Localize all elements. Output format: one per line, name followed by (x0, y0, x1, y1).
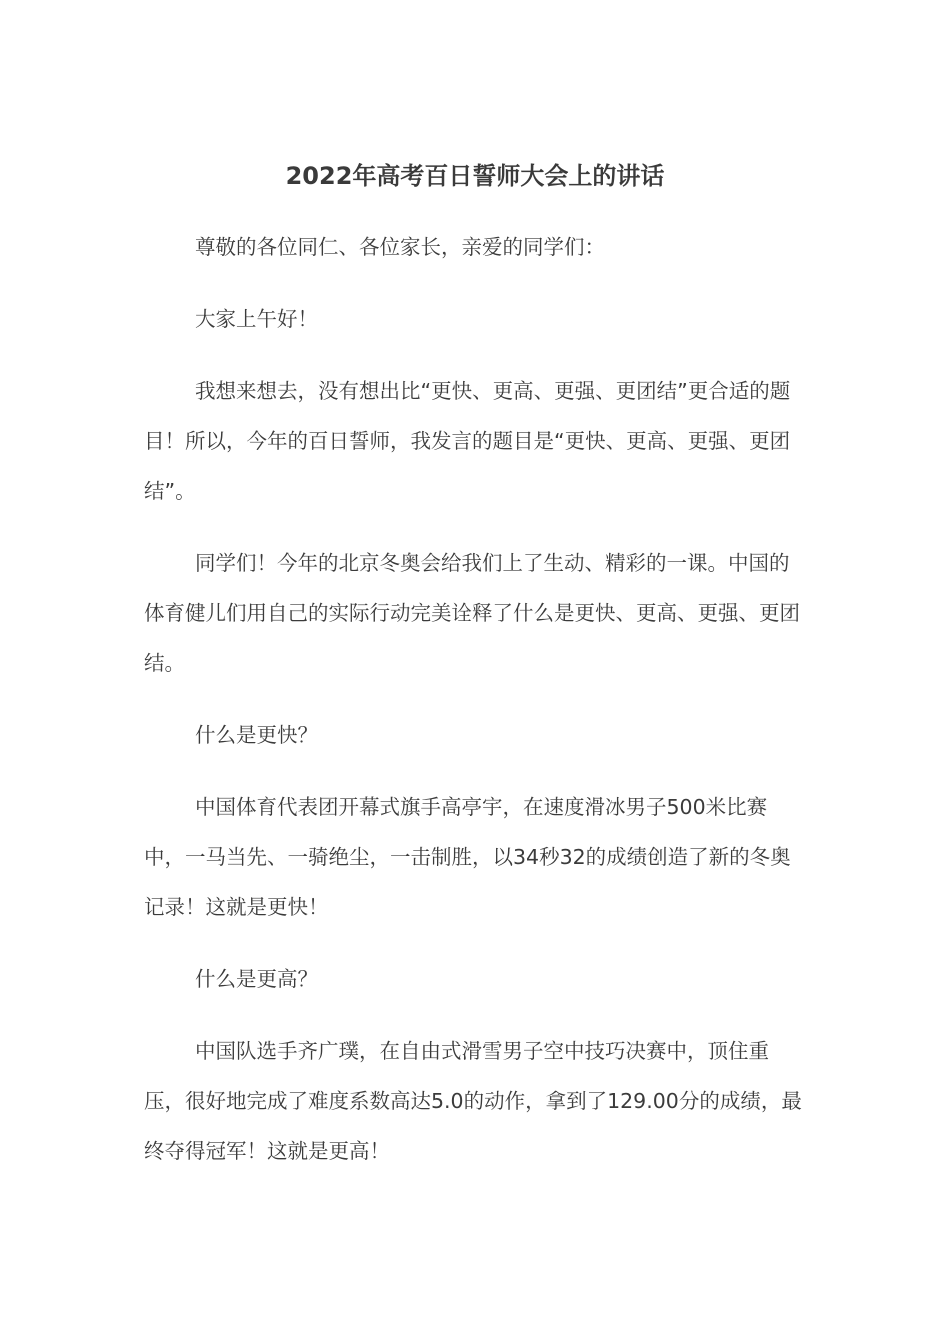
paragraph-question-higher: 什么是更高？ (195, 967, 318, 991)
document-body (144, 222, 806, 1198)
paragraph-faster-example: 中国体育代表团开幕式旗手高亭宇，在速度滑冰男子500米比赛中，一马当先、一骑绝尘，一击制胜，以34秒32的成绩创造了新的冬奥记录！这就是更快！ (144, 795, 791, 919)
paragraph-olympics-intro: 同学们！今年的北京冬奥会给我们上了生动、精彩的一课。中国的体育健儿们用自己的实际行动完美诠释了什么是更快、更高、更强、更团结。 (144, 551, 800, 675)
paragraph-greeting: 大家上午好！ (195, 307, 318, 331)
paragraph-higher-example: 中国队选手齐广璞，在自由式滑雪男子空中技巧决赛中，顶住重压，很好地完成了难度系数高达5.0的动作，拿到了129.00分的成绩，最终夺得冠军！这就是更高！ (144, 1039, 802, 1163)
paragraph-topic: 我想来想去，没有想出比“更快、更高、更强、更团结”更合适的题目！所以，今年的百日誓师，我发言的题目是“更快、更高、更强、更团结”。 (144, 379, 791, 503)
paragraph-salutation: 尊敬的各位同仁、各位家长，亲爱的同学们： (195, 235, 605, 259)
paragraph-question-faster: 什么是更快？ (195, 723, 318, 747)
document-title: 2022年高考百日誓师大会上的讲话 (285, 162, 665, 190)
